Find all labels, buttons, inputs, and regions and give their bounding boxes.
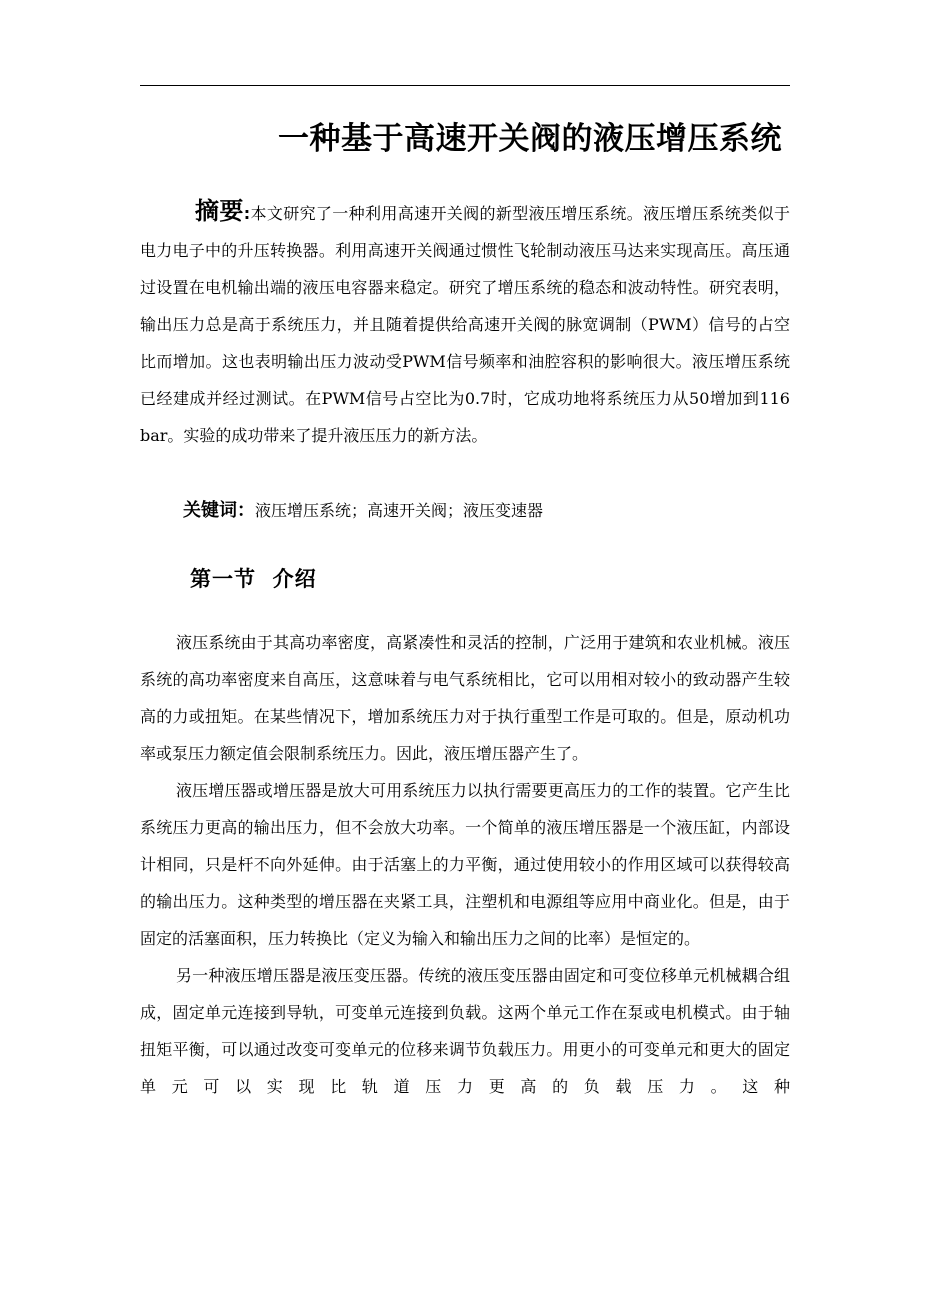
keywords-label: 关键词：: [183, 500, 255, 521]
section-heading: 第一节 介绍: [190, 567, 317, 591]
keywords-text: 液压增压系统；高速开关阀；液压变速器: [255, 501, 544, 520]
paragraph: 液压系统由于其高功率密度，高紧凑性和灵活的控制，广泛用于建筑和农业机械。液压系统的高功率密度来自高压，这意味着与电气系统相比，它可以用相对较小的致动器产生较高的力或扭矩。在某些情况下，增加系统压力对于执行重型工作是可取的。但是，原动机功率或泵压力额定值会限制系统压力。因此，液压增压器产生了。: [140, 633, 790, 763]
paragraph: 另一种液压增压器是液压变压器。传统的液压变压器由固定和可变位移单元机械耦合组成，固定单元连接到导轨，可变单元连接到负载。这两个单元工作在泵或电机模式。由于轴扭矩平衡，可以通过改变可变单元的位移来调节负载压力。用更小的可变单元和更大的固定单元可以实现比轨道压力更高的负载压力。这种: [140, 966, 790, 1096]
header-rule: [140, 85, 790, 86]
keywords-block: [183, 496, 790, 526]
paper-title: 一种基于高速开关阀的液压增压系统: [278, 121, 782, 157]
paragraph: 液压增压器或增压器是放大可用系统压力以执行需要更高压力的工作的装置。它产生比系统压力更高的输出压力，但不会放大功率。一个简单的液压增压器是一个液压缸，内部设计相同，只是杆不向外延伸。由于活塞上的力平衡，通过使用较小的作用区域可以获得较高的输出压力。这种类型的增压器在夹紧工具，注塑机和电源组等应用中商业化。但是，由于固定的活塞面积，压力转换比（定义为输入和输出压力之间的比率）是恒定的。: [140, 781, 790, 948]
section-body: [140, 624, 790, 1105]
abstract-text: 本文研究了一种利用高速开关阀的新型液压增压系统。液压增压系统类似于电力电子中的升压转换器。利用高速开关阀通过惯性飞轮制动液压马达来实现高压。高压通过设置在电机输出端的液压电容器来稳定。研究了增压系统的稳态和波动特性。研究表明，输出压力总是高于系统压力，并且随着提供给高速开关阀的脉宽调制（PWM）信号的占空比而增加。这也表明输出压力波动受PWM信号频率和油腔容积的影响很大。液压增压系统已经建成并经过测试。在PWM信号占空比为0.7时，它成功地将系统压力从50增加到116 bar。实验的成功带来了提升液压压力的新方法。: [140, 204, 790, 445]
abstract-label-colon: :: [243, 204, 251, 223]
abstract-label: 摘要: [195, 197, 244, 225]
abstract-block: [140, 193, 790, 454]
